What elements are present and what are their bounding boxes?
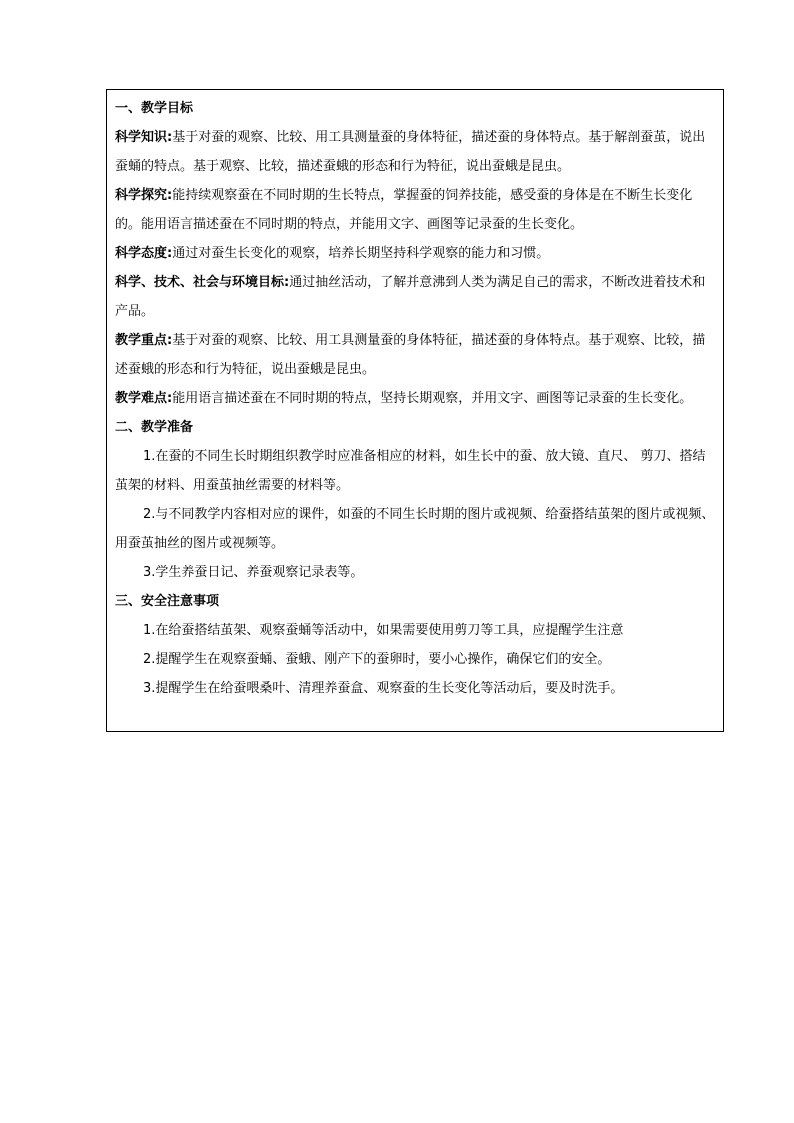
goals-heading: 一、教学目标	[115, 101, 194, 116]
goal-attitude-text: 通过对蚕生长变化的观察，培养长期坚持科学观察的能力和习惯。	[172, 246, 550, 261]
goal-knowledge-label: 科学知识:	[115, 130, 173, 145]
difficulties-text: 能用语言描述蚕在不同时期的特点，坚持长期观察，并用文字、画图等记录蚕的生长变化。	[172, 391, 693, 406]
key-points-text: 基于对蚕的观察、比较、用工具测量蚕的身体特征，描述蚕的身体特点。基于观察、比较，描述蚕蛾的形态和行为特征，说出蚕蛾是昆虫。	[115, 333, 706, 377]
preparation-item-1: 1.在蚕的不同生长时期组织教学时应准备相应的材料，如生长中的蚕、放大镜、直尺、 剪刀、搭结茧架的材料、用蚕茧抽丝需要的材料等。	[115, 449, 706, 493]
difficulties	[115, 384, 717, 413]
goal-stse	[115, 268, 717, 326]
preparation-item-3: 3.学生养蚕日记、养蚕观察记录表等。	[143, 565, 364, 580]
preparation-item-2: 2.与不同教学内容相对应的课件，如蚕的不同生长时期的图片或视频、给蚕搭结茧架的图片或视频、用蚕茧抽丝的图片或视频等。	[115, 507, 715, 551]
safety-heading: 三、安全注意事项	[115, 594, 220, 609]
goal-attitude	[115, 239, 717, 268]
goal-stse-label: 科学、技术、社会与环境目标:	[115, 275, 290, 290]
goal-inquiry-label: 科学探究:	[115, 188, 173, 203]
difficulties-label: 教学难点:	[115, 391, 173, 406]
safety-item-1: 1.在给蚕搭结茧架、观察蚕蛹等活动中，如果需要使用剪刀等工具，应提醒学生注意	[143, 623, 624, 638]
safety-item-3: 3.提醒学生在给蚕喂桑叶、清理养蚕盒、观察蚕的生长变化等活动后，要及时洗手。	[143, 681, 624, 696]
goal-inquiry-text: 能持续观察蚕在不同时期的生长特点，掌握蚕的饲养技能，感受蚕的身体是在不断生长变化的。能用语言描述蚕在不同时期的特点，并能用文字、画图等记录蚕的生长变化。	[115, 188, 693, 232]
preparation-heading: 二、教学准备	[115, 420, 194, 435]
goal-inquiry	[115, 181, 717, 239]
goal-stse-text: 通过抽丝活动，了解并意沸到人类为满足自己的需求，不断改进着技术和产品。	[115, 275, 706, 319]
goal-knowledge	[115, 123, 717, 181]
key-points-label: 教学重点:	[115, 333, 173, 348]
goal-knowledge-text: 基于对蚕的观察、比较、用工具测量蚕的身体特征，描述蚕的身体特点。基于解剖蚕茧，说出蚕蛹的特点。基于观察、比较，描述蚕蛾的形态和行为特征，说出蚕蛾是昆虫。	[115, 130, 706, 174]
key-points	[115, 326, 717, 384]
goal-attitude-label: 科学态度:	[115, 246, 173, 261]
lesson-plan-table-cell	[106, 89, 724, 732]
safety-item-2: 2.提醒学生在观察蚕蛹、蚕蛾、刚产下的蚕卵时，要小心操作，确保它们的安全。	[143, 652, 611, 667]
